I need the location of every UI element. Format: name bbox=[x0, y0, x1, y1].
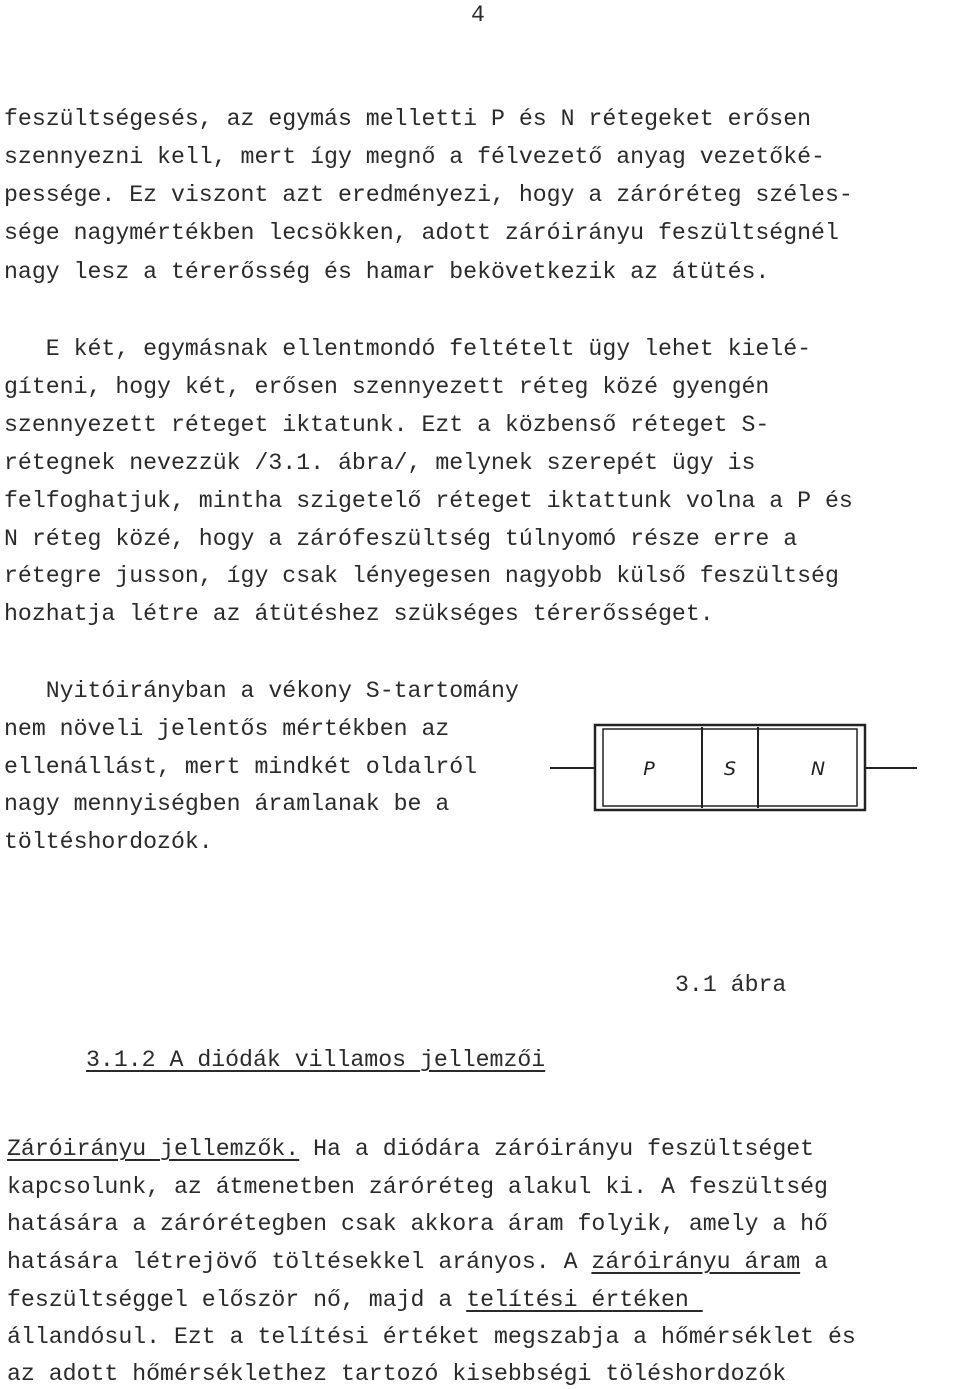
p-region-label: P bbox=[643, 758, 655, 780]
paragraph-4-line-7: az adott hőmérséklethez tartozó kisebbségi töléshordozók bbox=[7, 1361, 787, 1387]
paragraph-4-line-3: hatására a zárórétegben csak akkora áram folyik, amely a hő bbox=[7, 1211, 828, 1237]
paragraph-1-line-5: nagy lesz a térerősség és hamar bekövetkezik az átütés. bbox=[4, 259, 770, 285]
s-region-label: S bbox=[723, 758, 737, 780]
paragraph-2-line-7: rétegre jusson, így csak lényegesen nagyobb külső feszültség bbox=[4, 563, 839, 589]
paragraph-2-line-2: gíteni, hogy két, erősen szennyezett réteg közé gyengén bbox=[4, 374, 770, 400]
paragraph-1-line-4: sége nagymértékben lecsökken, adott záróirányu feszültségnél bbox=[4, 220, 839, 246]
paragraph-4-line-5 bbox=[7, 1285, 703, 1315]
figure-caption: 3.1 ábra bbox=[675, 972, 787, 998]
paragraph-3-line-1: Nyitóirányban a vékony S-tartomány bbox=[4, 678, 519, 704]
psn-diode-diagram bbox=[545, 722, 925, 822]
paragraph-4-line-5-a: feszültséggel először nő, majd a bbox=[7, 1287, 467, 1313]
paragraph-2-line-4: rétegnek nevezzük /3.1. ábra/, melynek szerepét ügy is bbox=[4, 450, 756, 476]
psn-diode-figure bbox=[545, 722, 925, 822]
paragraph-2-line-5: felfoghatjuk, mintha szigetelő réteget iktattunk volna a P és bbox=[4, 488, 853, 514]
paragraph-4-line-4-b: a bbox=[800, 1249, 828, 1275]
zaroiranyu-aram-term: záróirányu áram bbox=[591, 1249, 801, 1275]
paragraph-4-line-4 bbox=[7, 1247, 828, 1277]
paragraph-4-line-2: kapcsolunk, az átmenetben záróréteg alakul ki. A feszültség bbox=[7, 1174, 828, 1200]
paragraph-2-line-8: hozhatja létre az átütéshez szükséges térerősséget. bbox=[4, 601, 714, 627]
paragraph-3-line-4: nagy mennyiségben áramlanak be a bbox=[4, 791, 450, 817]
paragraph-1-line-3: pessége. Ez viszont azt eredményezi, hogy a záróréteg széles- bbox=[4, 182, 853, 208]
telitesi-erteken-term: telítési értéken bbox=[466, 1287, 703, 1313]
paragraph-3-line-2: nem növeli jelentős mértékben az bbox=[4, 716, 450, 742]
paragraph-1-line-2: szennyezni kell, mert így megnő a félvezető anyag vezetőké- bbox=[4, 144, 825, 170]
paragraph-4-line-4-a: hatására létrejövő töltésekkel arányos. A bbox=[7, 1249, 592, 1275]
n-region-label: N bbox=[810, 758, 826, 780]
paragraph-3-line-5: töltéshordozók. bbox=[4, 829, 213, 855]
paragraph-3-line-3: ellenállást, mert mindkét oldalról bbox=[4, 754, 478, 780]
paragraph-2-line-6: N réteg közé, hogy a zárófeszültség túlnyomó része erre a bbox=[4, 526, 798, 552]
paragraph-4-line-1 bbox=[7, 1134, 814, 1164]
page-number: 4 bbox=[471, 2, 485, 28]
paragraph-1-line-1: feszültségesés, az egymás melletti P és N rétegeket erősen bbox=[4, 106, 812, 132]
zaroiranyu-jellemzok-term: Záróirányu jellemzők. bbox=[7, 1136, 300, 1162]
paragraph-4-line-6: állandósul. Ezt a telítési értéket megszabja a hőmérséklet és bbox=[7, 1324, 856, 1350]
paragraph-2-line-1: E két, egymásnak ellentmondó feltételt ügy lehet kielé- bbox=[4, 336, 812, 362]
section-heading: 3.1.2 A diódák villamos jellemzői bbox=[86, 1047, 546, 1073]
paragraph-4-line-1-rest: Ha a diódára záróirányu feszültséget bbox=[299, 1136, 815, 1162]
paragraph-2-line-3: szennyezett réteget iktatunk. Ezt a közbenső réteget S- bbox=[4, 412, 770, 438]
